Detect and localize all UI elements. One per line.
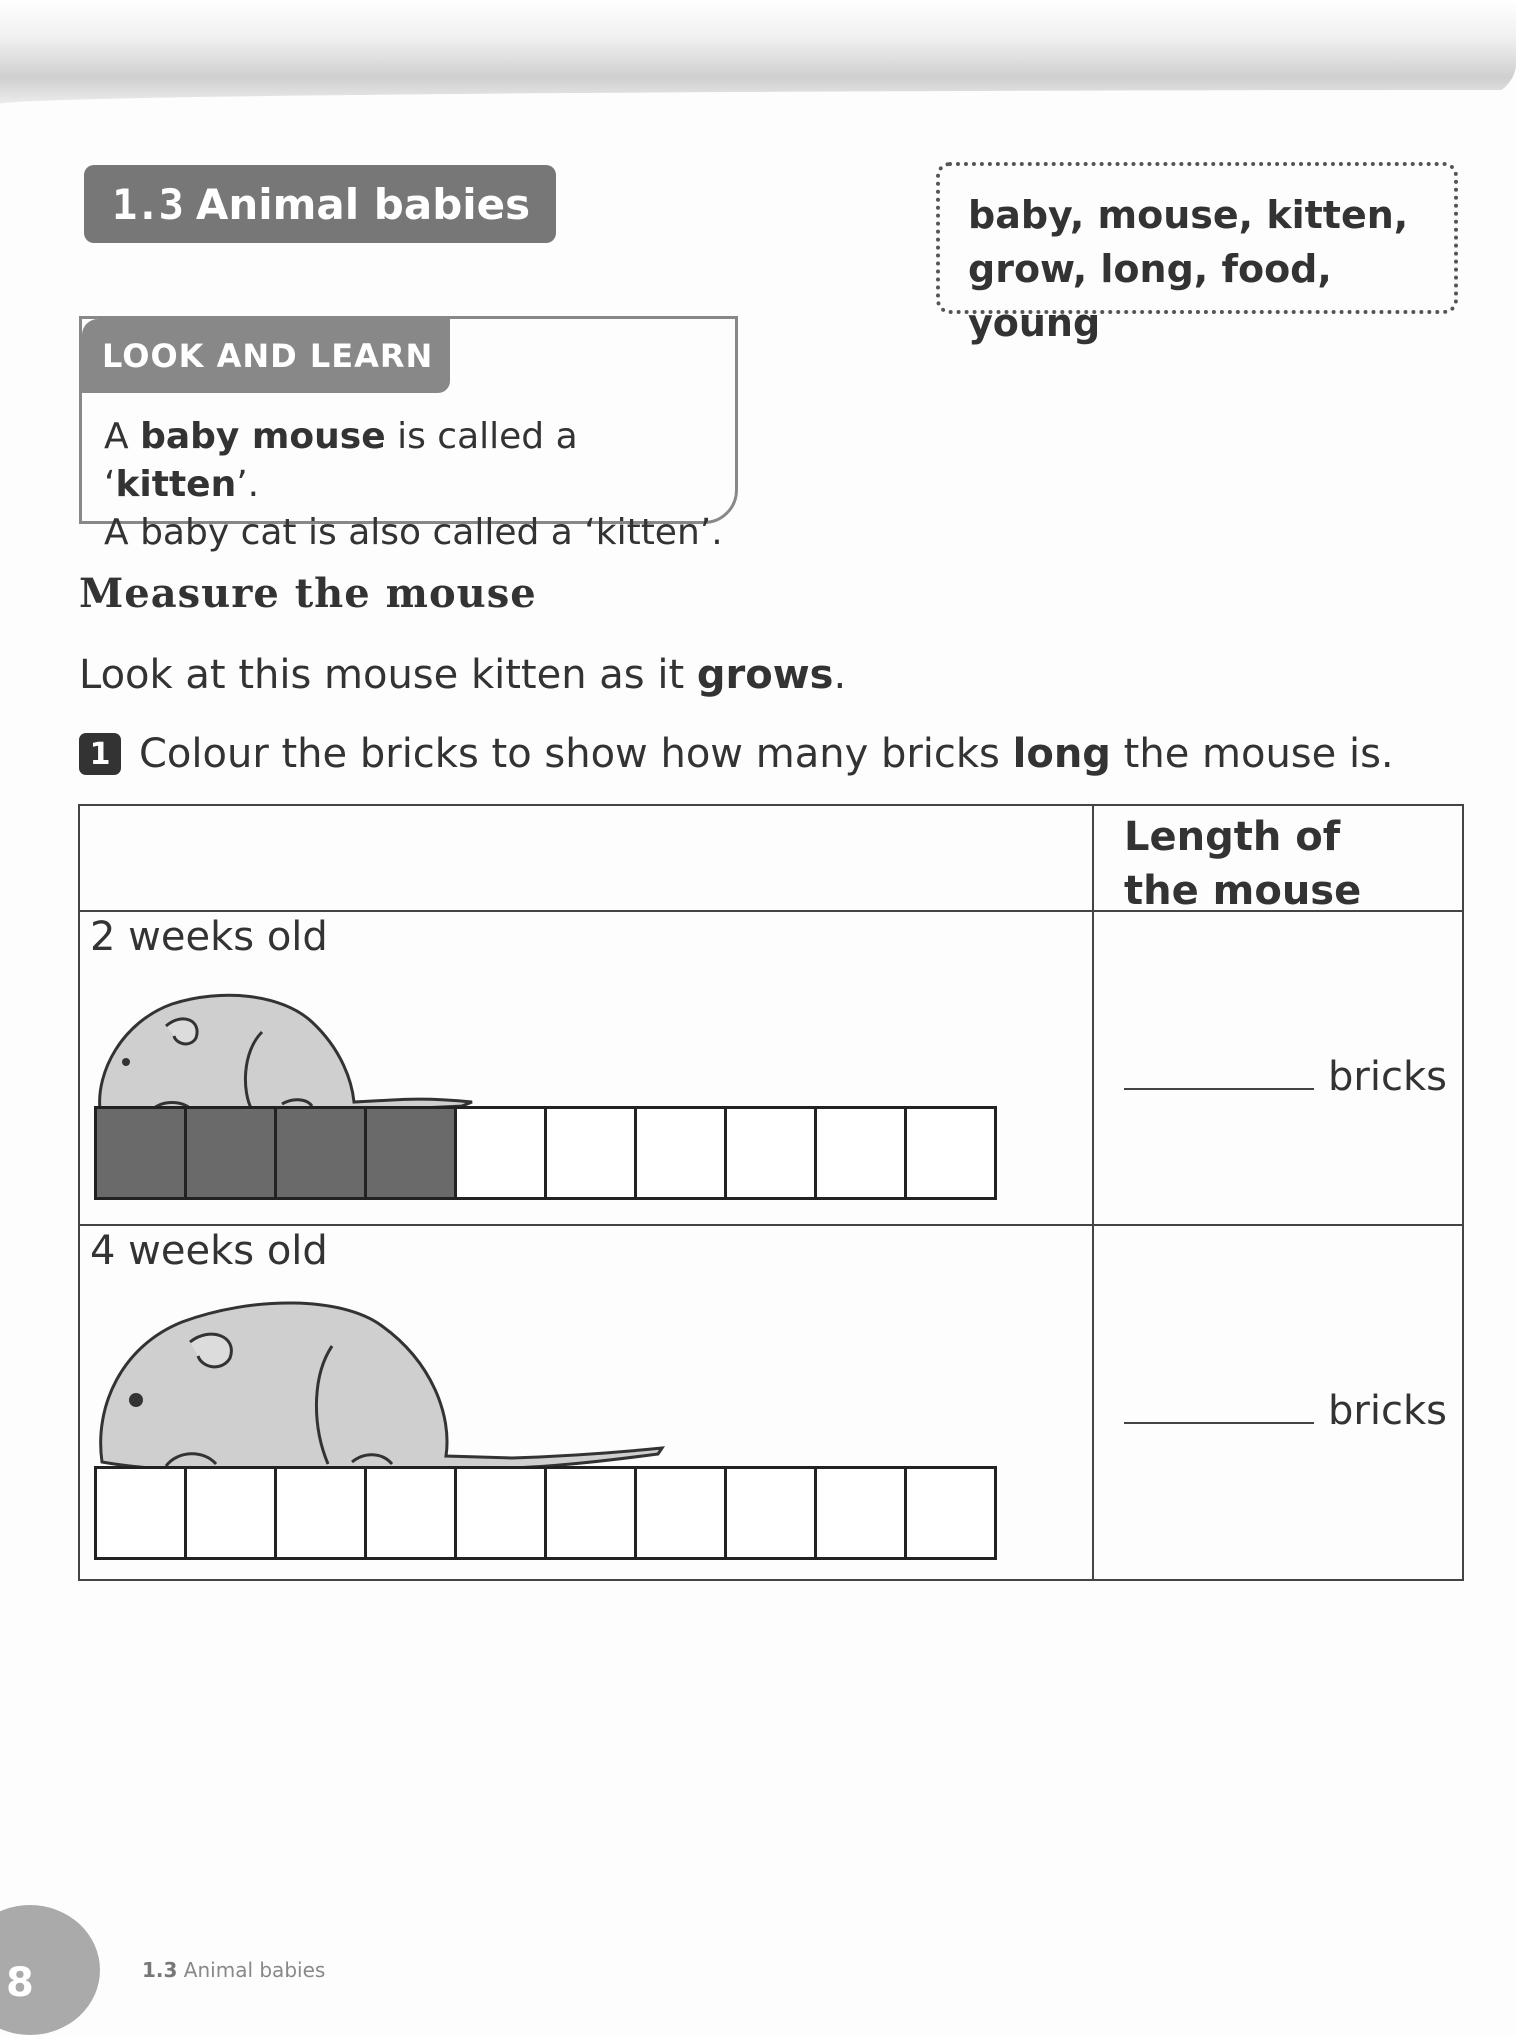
row-label-2-weeks: 2 weeks old	[90, 914, 328, 960]
mouse-4-weeks-illustration	[92, 1286, 672, 1486]
column-divider	[1092, 806, 1094, 1579]
bold-term: grows	[696, 652, 834, 698]
row-label-4-weeks: 4 weeks old	[90, 1228, 328, 1274]
answer-unit: bricks	[1328, 1388, 1447, 1434]
text-run: ’.	[236, 464, 260, 505]
brick[interactable]	[544, 1466, 637, 1560]
vocabulary-line: baby, mouse, kitten,	[968, 193, 1409, 237]
look-and-learn-line	[104, 413, 735, 509]
task-instruction	[79, 731, 1394, 777]
look-and-learn-text	[104, 413, 735, 557]
brick[interactable]	[814, 1106, 907, 1200]
intro-text	[79, 652, 846, 698]
length-column-header: Length of the mouse	[1124, 814, 1362, 914]
text-run: A	[104, 416, 141, 457]
brick-row-4-weeks	[94, 1466, 994, 1560]
brick[interactable]	[454, 1106, 547, 1200]
unit-number: 1.3	[112, 179, 182, 229]
task-number-badge: 1	[79, 733, 121, 775]
text-run: Look at this mouse kitten as it	[79, 652, 697, 698]
brick[interactable]	[184, 1466, 277, 1560]
brick[interactable]	[274, 1106, 367, 1200]
answer-4-weeks	[1124, 1388, 1447, 1434]
bold-term: baby mouse	[140, 416, 386, 457]
brick[interactable]	[904, 1466, 997, 1560]
brick[interactable]	[904, 1106, 997, 1200]
brick[interactable]	[94, 1466, 187, 1560]
text-run: is called a ‘	[104, 416, 578, 505]
unit-title	[84, 165, 556, 243]
look-and-learn-box	[79, 316, 738, 553]
brick[interactable]	[724, 1106, 817, 1200]
bold-term: long	[1012, 731, 1111, 777]
answer-blank[interactable]	[1124, 1088, 1314, 1090]
section-title: Measure the mouse	[79, 570, 537, 617]
text-run: Colour the bricks to show how many bricks	[139, 731, 1013, 777]
measure-table	[78, 804, 1464, 1581]
footer-unit-number: 1.3	[142, 1958, 178, 1982]
brick[interactable]	[364, 1466, 457, 1560]
vocabulary-line: grow, long, food, young	[968, 247, 1332, 345]
unit-title-text: Animal babies	[195, 179, 531, 229]
row-divider	[80, 1224, 1462, 1226]
text-run: .	[833, 652, 847, 698]
bold-term: kitten	[115, 464, 237, 505]
brick[interactable]	[814, 1466, 907, 1560]
brick[interactable]	[364, 1106, 457, 1200]
brick[interactable]	[724, 1466, 817, 1560]
look-and-learn-label: LOOK AND LEARN	[82, 319, 450, 393]
look-and-learn-line: A baby cat is also called a ‘kitten’.	[104, 512, 723, 553]
answer-blank[interactable]	[1124, 1422, 1314, 1424]
page-header-band	[0, 0, 1516, 104]
brick[interactable]	[94, 1106, 187, 1200]
footer-running-title	[142, 1958, 325, 1982]
brick[interactable]	[454, 1466, 547, 1560]
brick-row-2-weeks	[94, 1106, 994, 1200]
answer-unit: bricks	[1328, 1054, 1447, 1100]
answer-2-weeks	[1124, 1054, 1447, 1100]
footer-unit-title: Animal babies	[183, 1958, 326, 1982]
brick[interactable]	[274, 1466, 367, 1560]
mouse-2-weeks-illustration	[92, 982, 492, 1122]
vocabulary-box	[936, 162, 1458, 345]
text-run: the mouse is.	[1110, 731, 1394, 777]
brick[interactable]	[544, 1106, 637, 1200]
page-number: 8	[6, 1960, 34, 2006]
brick[interactable]	[634, 1106, 727, 1200]
brick[interactable]	[184, 1106, 277, 1200]
task-text	[139, 731, 1394, 777]
brick[interactable]	[634, 1466, 727, 1560]
